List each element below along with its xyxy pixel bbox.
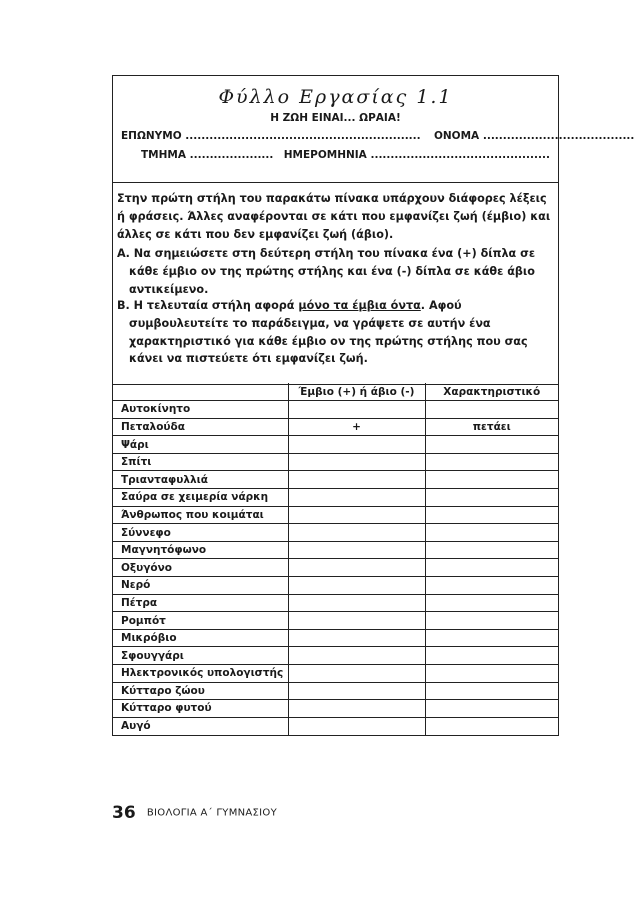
worksheet-title: Φύλλο Εργασίας 1.1: [218, 86, 453, 108]
item-name: Αυτοκίνητο: [113, 401, 288, 419]
table-row: [113, 524, 558, 542]
instructions-intro: Στην πρώτη στήλη του παρακάτω πίνακα υπάρχουν διάφορες λέξεις ή φράσεις. Άλλες αναφέρονται σε κάτι που εμφανίζει ζωή (έμβιο) και άλλες σε κάτι που δεν εμφανίζει ζωή (άβιο).: [117, 192, 551, 241]
instruction-b-underlined: μόνο τα έμβια όντα: [298, 299, 421, 312]
table-row: [113, 612, 558, 630]
table-row: [113, 471, 558, 489]
item-name: Πεταλούδα: [113, 418, 288, 436]
living-mark-cell[interactable]: [288, 629, 425, 647]
characteristic-cell[interactable]: [425, 401, 558, 419]
book-title: ΒΙΟΛΟΓΙΑ Α΄ ΓΥΜΝΑΣΙΟΥ: [146, 807, 277, 819]
table-row: [113, 436, 558, 454]
header-living-or-not: Έμβιο (+) ή άβιο (-): [288, 383, 425, 401]
living-mark-cell[interactable]: [288, 506, 425, 524]
page-number: 36: [112, 803, 136, 823]
worksheet-subtitle: Η ΖΩΗ ΕΙΝΑΙ... ΩΡΑΙΑ!: [270, 112, 401, 124]
item-name: Κύτταρο ζώου: [113, 682, 288, 700]
header-item: [113, 383, 288, 401]
characteristic-cell[interactable]: [425, 682, 558, 700]
living-mark-cell[interactable]: [288, 612, 425, 630]
characteristic-cell[interactable]: [425, 471, 558, 489]
living-mark-cell[interactable]: [288, 489, 425, 507]
characteristic-cell[interactable]: [425, 577, 558, 595]
characteristic-cell[interactable]: [425, 700, 558, 718]
living-mark-cell[interactable]: [288, 453, 425, 471]
date-field[interactable]: ΗΜΕΡΟΜΗΝΙΑ .............................................: [283, 149, 550, 161]
instruction-b: [117, 297, 565, 368]
item-name: Σπίτι: [113, 453, 288, 471]
characteristic-cell[interactable]: [425, 647, 558, 665]
characteristic-cell[interactable]: [425, 612, 558, 630]
living-mark-cell[interactable]: [288, 717, 425, 735]
living-mark-cell[interactable]: [288, 577, 425, 595]
living-mark-cell[interactable]: [288, 647, 425, 665]
instruction-b-start: Β. Η τελευταία στήλη αφορά: [117, 299, 299, 312]
table-row: [113, 559, 558, 577]
characteristic-cell[interactable]: [425, 717, 558, 735]
table-row: [113, 418, 558, 436]
item-name: Μαγνητόφωνο: [113, 541, 288, 559]
name-field[interactable]: ΟΝΟΜΑ ......................................: [433, 130, 635, 142]
table-row: [113, 647, 558, 665]
living-mark-cell[interactable]: [288, 471, 425, 489]
item-name: Νερό: [113, 577, 288, 595]
classification-table: [113, 383, 558, 735]
living-mark-cell[interactable]: [288, 524, 425, 542]
characteristic-cell[interactable]: [425, 453, 558, 471]
item-name: Ρομπότ: [113, 612, 288, 630]
table-row: [113, 401, 558, 419]
item-name: Πέτρα: [113, 594, 288, 612]
characteristic-cell[interactable]: [425, 594, 558, 612]
characteristic-cell[interactable]: [425, 629, 558, 647]
table-row: [113, 577, 558, 595]
item-name: Σύννεφο: [113, 524, 288, 542]
characteristic-cell[interactable]: [425, 489, 558, 507]
item-name: Σαύρα σε χειμερία νάρκη: [113, 489, 288, 507]
item-name: Αυγό: [113, 717, 288, 735]
characteristic-cell[interactable]: [425, 541, 558, 559]
table-row: [113, 700, 558, 718]
table-row: [113, 682, 558, 700]
class-field[interactable]: ΤΜΗΜΑ .....................: [141, 149, 274, 161]
item-name: Ηλεκτρονικός υπολογιστής: [113, 665, 288, 683]
table-row: [113, 717, 558, 735]
item-name: Ψάρι: [113, 436, 288, 454]
surname-field[interactable]: ΕΠΩΝΥΜΟ ...........................................................: [121, 130, 421, 142]
page-footer: [112, 803, 277, 823]
table-row: [113, 541, 558, 559]
living-mark-cell[interactable]: [288, 665, 425, 683]
living-mark-cell[interactable]: [288, 682, 425, 700]
table-header-row: [113, 383, 558, 401]
student-name-line: [121, 130, 635, 142]
characteristic-cell[interactable]: [425, 436, 558, 454]
item-name: Τριανταφυλλιά: [113, 471, 288, 489]
item-name: Άνθρωπος που κοιμάται: [113, 506, 288, 524]
characteristic-cell[interactable]: [425, 506, 558, 524]
living-mark-cell[interactable]: [288, 594, 425, 612]
characteristic-cell[interactable]: πετάει: [425, 418, 558, 436]
table-row: [113, 665, 558, 683]
table-row: [113, 506, 558, 524]
living-mark-cell[interactable]: [288, 559, 425, 577]
instruction-b-end: . Αφού συμβουλευτείτε το παράδειγμα, να γράψετε σε αυτήν ένα χαρακτηριστικό για κάθε έμβιο ον της πρώτης στήλης που σας κάνει να πιστεύετε ότι εμφανίζει ζωή.: [129, 299, 528, 366]
worksheet-frame: [112, 75, 635, 736]
living-mark-cell[interactable]: [288, 700, 425, 718]
table-row: [113, 594, 558, 612]
table-row: [113, 453, 558, 471]
worksheet-header: [113, 76, 635, 183]
characteristic-cell[interactable]: [425, 665, 558, 683]
item-name: Οξυγόνο: [113, 559, 288, 577]
living-mark-cell[interactable]: [288, 541, 425, 559]
item-name: Σφουγγάρι: [113, 647, 288, 665]
living-mark-cell[interactable]: [288, 401, 425, 419]
instructions-section: [113, 182, 558, 385]
class-date-line: [141, 149, 556, 161]
item-name: Μικρόβιο: [113, 629, 288, 647]
table-row: [113, 489, 558, 507]
living-mark-cell[interactable]: [288, 436, 425, 454]
characteristic-cell[interactable]: [425, 559, 558, 577]
instruction-a: Α. Να σημειώσετε στη δεύτερη στήλη του πίνακα ένα (+) δίπλα σε κάθε έμβιο ον της πρώτης στήλης και ένα (-) δίπλα σε κάθε άβιο αντικείμενο.: [117, 247, 536, 296]
item-name: Κύτταρο φυτού: [113, 700, 288, 718]
table-row: [113, 629, 558, 647]
characteristic-cell[interactable]: [425, 524, 558, 542]
header-characteristic: Χαρακτηριστικό: [425, 383, 558, 401]
living-mark-cell[interactable]: +: [288, 418, 425, 436]
